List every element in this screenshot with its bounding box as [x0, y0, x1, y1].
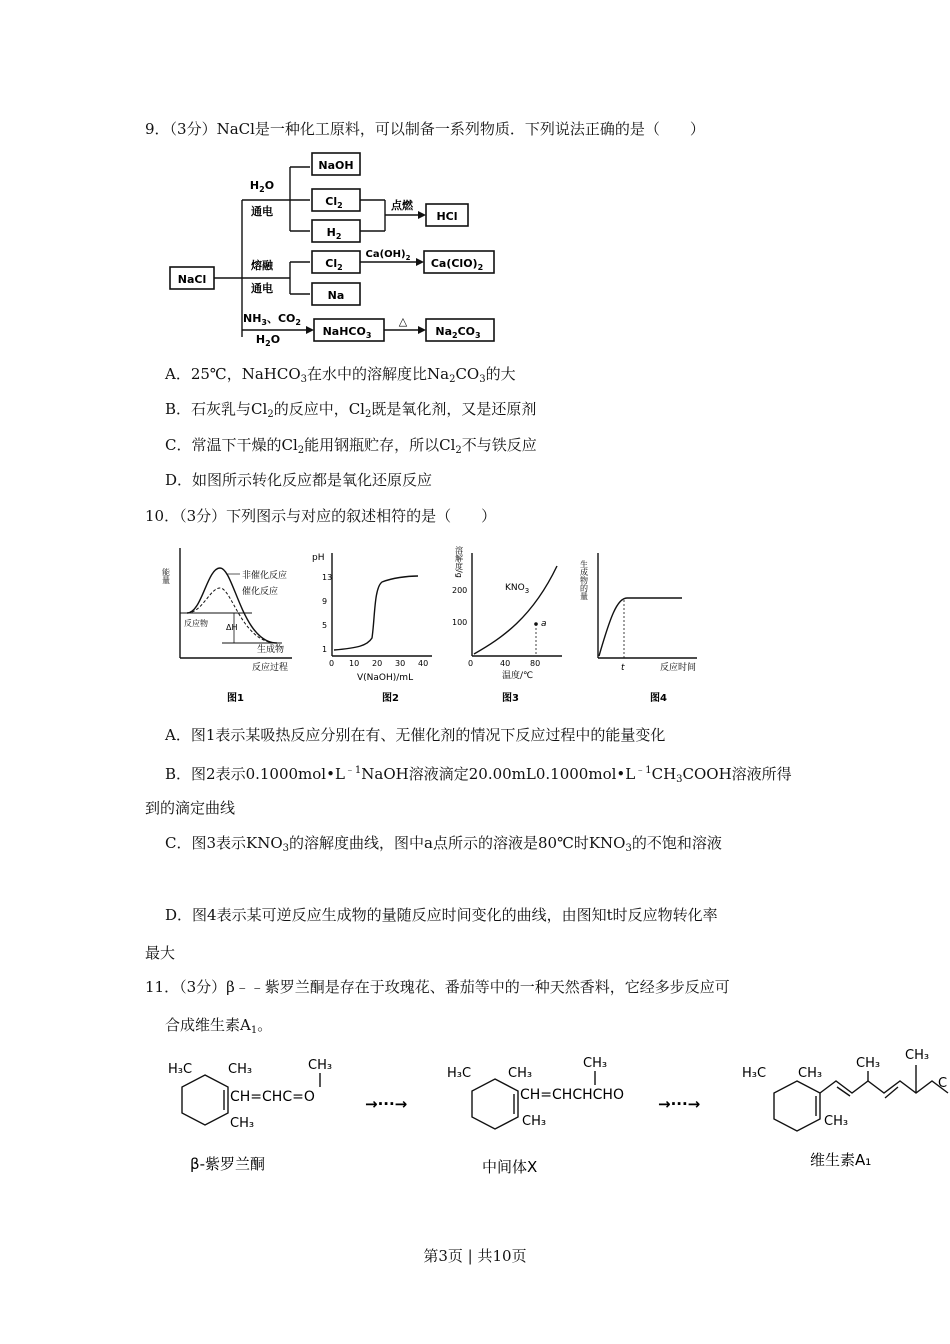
q11-reaction-scheme	[160, 1045, 950, 1185]
svg-text:Ca(ClO)2: $Ca(ClO)_2$	[430, 257, 484, 272]
svg-text:C: C	[938, 1076, 948, 1091]
svg-text:△: △	[398, 315, 408, 328]
q10-option-c: C．图3表示$KNO_3$的溶解度曲线，图中a点所示的溶液是80℃时$KNO_3$的不饱和溶液	[165, 834, 722, 854]
svg-text:非催化反应: 非催化反应	[242, 571, 288, 581]
svg-text:反应物: 反应物	[184, 619, 208, 628]
svg-text:ΔH: ΔH	[226, 623, 238, 632]
q9-option-b: B．石灰乳与$Cl_2$的反应中，$Cl_2$既是氧化剂，又是还原剂	[165, 400, 537, 420]
q11-stem-cont: 合成维生素$A_1$。	[165, 1016, 273, 1036]
q10-option-d-cont: 最大	[145, 944, 176, 962]
svg-text:V(NaOH)/mL: V(NaOH)/mL	[357, 673, 414, 683]
svg-text:催化反应: 催化反应	[242, 587, 279, 597]
svg-text:CH₃: CH₃	[522, 1114, 547, 1129]
svg-text:β-紫罗兰酮: β-紫罗兰酮	[190, 1155, 265, 1173]
svg-text:H₃C: H₃C	[168, 1062, 193, 1077]
svg-text:CH=CHC=O: CH=CHC=O	[230, 1089, 315, 1105]
q9-option-c: C．常温下干燥的$Cl_2$能用钢瓶贮存，所以$Cl_2$不与铁反应	[165, 436, 537, 456]
q10-option-d: D．图4表示某可逆反应生成物的量随反应时间变化的曲线，由图知t时反应物转化率	[165, 906, 718, 924]
svg-text:0: 0	[468, 659, 474, 668]
svg-text:点燃: 点燃	[391, 199, 413, 212]
svg-text:图2: 图2	[382, 693, 399, 704]
svg-text:反应过程: 反应过程	[252, 663, 289, 673]
svg-text:能量: 能量	[162, 568, 171, 584]
svg-text:Cl2: $Cl_2$	[325, 257, 343, 272]
svg-text:40: 40	[418, 659, 429, 668]
svg-text:HCl: HCl	[436, 210, 458, 223]
svg-text:CH₃: CH₃	[508, 1066, 533, 1081]
q9-stem: 9．（3分）NaCl是一种化工原料，可以制备一系列物质．下列说法正确的是（ ）	[145, 120, 705, 138]
svg-text:t: t	[621, 663, 625, 673]
svg-text:H2O: $H_2O$	[255, 333, 281, 348]
svg-text:0: 0	[329, 659, 335, 668]
svg-text:CH₃: CH₃	[583, 1056, 608, 1071]
q10-stem: 10．（3分）下列图示与对应的叙述相符的是（ ）	[145, 507, 497, 525]
vitamin-a1-structure	[742, 1048, 948, 1169]
fig2-titration-curve	[312, 553, 432, 704]
svg-text:生成物的量: 生成物的量	[579, 560, 589, 600]
svg-text:CH₃: CH₃	[228, 1062, 253, 1077]
svg-text:a: a	[541, 619, 547, 629]
svg-text:H₃C: H₃C	[447, 1066, 472, 1081]
svg-text:NaCl: NaCl	[177, 273, 207, 286]
svg-text:中间体X: 中间体X	[482, 1158, 538, 1176]
svg-text:Cl2: $Cl_2$	[325, 195, 343, 210]
q10-option-b-cont: 到的滴定曲线	[145, 799, 236, 817]
svg-text:CH=CHCHCHO: CH=CHCHCHO	[520, 1087, 624, 1103]
svg-text:pH: pH	[312, 553, 325, 563]
svg-text:溶解度/g: 溶解度/g	[454, 546, 464, 578]
q10-option-b: B．图2表示$0.1000mol•L^{﹣1}NaOH$溶液滴定$20.00mL0.1000mol•L^{﹣1}CH_3COOH$溶液所得	[165, 765, 792, 785]
svg-text:40: 40	[500, 659, 511, 668]
fig1-energy-diagram	[162, 548, 292, 704]
svg-text:CH₃: CH₃	[308, 1058, 333, 1073]
svg-text:反应时间: 反应时间	[660, 663, 697, 673]
svg-text:30: 30	[395, 659, 406, 668]
svg-text:Ca(OH)2: $Ca(OH)_2$	[365, 249, 411, 262]
svg-text:图3: 图3	[502, 693, 519, 704]
q9-flow-diagram	[160, 145, 510, 350]
svg-text:200: 200	[452, 586, 468, 595]
svg-text:9: 9	[322, 597, 328, 606]
fig3-solubility-curve	[452, 545, 562, 704]
q10-option-a: A．图1表示某吸热反应分别在有、无催化剂的情况下反应过程中的能量变化	[165, 726, 666, 744]
svg-text:图1: 图1	[227, 693, 244, 704]
svg-text:H₃C: H₃C	[742, 1066, 767, 1081]
svg-text:熔融: 熔融	[251, 259, 273, 272]
page-footer: 第3页 | 共10页	[423, 1247, 527, 1265]
q10-figures	[162, 538, 722, 713]
svg-text:→···→: →···→	[658, 1095, 701, 1113]
svg-text:→···→: →···→	[365, 1095, 408, 1113]
svg-text:H2O: $H_2O$	[249, 179, 275, 194]
svg-text:NaHCO3: NaHCO$_3$	[322, 325, 372, 340]
beta-ionone-structure	[168, 1058, 332, 1173]
svg-text:80: 80	[530, 659, 541, 668]
fig4-product-vs-time	[580, 553, 698, 704]
svg-text:CH₃: CH₃	[230, 1116, 255, 1131]
svg-text:维生素A₁: 维生素A₁	[810, 1151, 872, 1169]
svg-text:图4: 图4	[650, 693, 667, 704]
svg-text:通电: 通电	[251, 205, 273, 218]
svg-text:NH3、CO2: $NH_3$、$CO_2$	[242, 312, 302, 327]
svg-text:1: 1	[322, 645, 328, 654]
intermediate-x-structure	[447, 1056, 624, 1176]
svg-text:CH₃: CH₃	[824, 1114, 849, 1129]
q11-stem: 11．（3分）β﹣﹣紫罗兰酮是存在于玫瑰花、番茄等中的一种天然香料，它经多步反应可	[145, 978, 730, 996]
svg-text:CH₃: CH₃	[798, 1066, 823, 1081]
svg-text:KNO3: $KNO_3$	[505, 583, 530, 595]
svg-text:13: 13	[322, 573, 333, 582]
svg-text:NaOH: NaOH	[318, 159, 354, 172]
svg-text:通电: 通电	[251, 282, 273, 295]
svg-text:10: 10	[349, 659, 360, 668]
svg-text:H2: $H_2$	[326, 226, 342, 241]
q9-option-a: A．25℃，NaHCO$_3$在水中的溶解度比$Na_2CO_3$的大	[165, 365, 516, 385]
svg-text:Na2CO3: $Na_2CO_3$	[435, 325, 481, 340]
svg-text:20: 20	[372, 659, 383, 668]
svg-text:100: 100	[452, 618, 468, 627]
svg-text:Na: Na	[327, 289, 345, 302]
svg-text:温度/℃: 温度/℃	[502, 671, 534, 681]
q9-option-d: D．如图所示转化反应都是氧化还原反应	[165, 471, 433, 489]
svg-text:5: 5	[322, 621, 328, 630]
svg-text:CH₃: CH₃	[856, 1056, 881, 1071]
svg-text:生成物: 生成物	[257, 645, 285, 655]
svg-text:CH₃: CH₃	[905, 1048, 930, 1063]
